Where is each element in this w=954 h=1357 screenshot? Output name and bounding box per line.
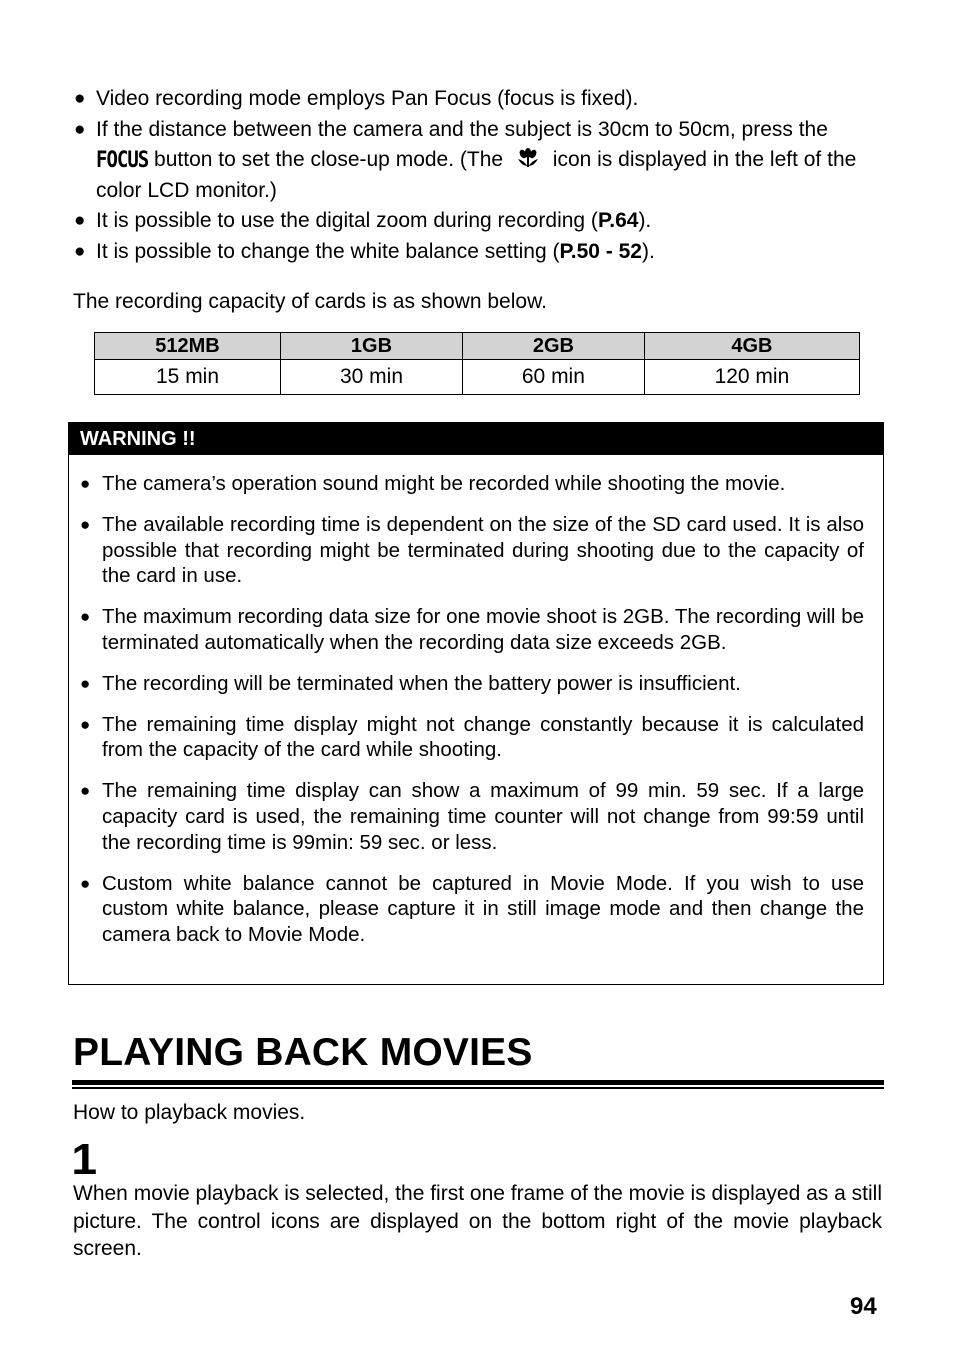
warning-item: ● The available recording time is dependent on the size of the SD card used. It is also possible that recording might be terminated during shooting due to the capacity of the card in use. (80, 512, 864, 588)
table-cell: 15 min (95, 360, 281, 395)
warning-box (68, 422, 884, 985)
page-number: 94 (850, 1293, 877, 1320)
title-rule (72, 1080, 884, 1085)
section-intro: How to playback movies. (73, 1101, 306, 1124)
warning-list (69, 455, 883, 948)
section-title: PLAYING BACK MOVIES (73, 1031, 533, 1074)
bullet-dot-icon: ● (80, 474, 91, 493)
warning-item: ● The recording will be terminated when the battery power is insufficient. (80, 671, 741, 695)
note-item: ● It is possible to use the digital zoom during recording (P.64). (74, 206, 884, 237)
table-header-row (95, 333, 860, 360)
bullet-dot-icon: ● (74, 88, 86, 109)
bullet-dot-icon: ● (80, 607, 91, 627)
table-header-cell: 4GB (644, 333, 859, 360)
warning-item: ● The camera’s operation sound might be recorded while shooting the movie. (80, 472, 786, 495)
table-header-cell: 512MB (95, 333, 281, 360)
focus-button-label: FOCUS (96, 147, 149, 173)
bullet-dot-icon: ● (80, 673, 91, 693)
warning-item: ● Custom white balance cannot be captured in Movie Mode. If you wish to use custom white balance, please capture it in still image mode and then change the camera back to Movie Mode. (80, 871, 864, 947)
table-row (95, 360, 860, 395)
recording-notes-list (74, 84, 884, 267)
page-reference: P.64 (597, 209, 639, 232)
table-header-cell: 1GB (281, 333, 463, 360)
warning-title: WARNING !! (69, 423, 883, 455)
capacity-intro: The recording capacity of cards is as shown below. (73, 290, 547, 313)
bullet-dot-icon: ● (80, 514, 91, 534)
bullet-dot-icon: ● (80, 873, 91, 893)
recording-capacity-table (94, 332, 860, 395)
title-rule (72, 1087, 884, 1089)
warning-item: ● The maximum recording data size for one movie shoot is 2GB. The recording will be terminated automatically when the recording data size exceeds 2GB. (80, 605, 864, 654)
table-cell: 60 min (462, 360, 644, 395)
note-item: ● If the distance between the camera and the subject is 30cm to 50cm, press the FOCUS button to set the close-up mode. (The icon is displayed in the left of the color LCD monitor.) (74, 115, 884, 207)
macro-flower-icon (515, 147, 541, 169)
bullet-dot-icon: ● (74, 118, 86, 140)
note-item: ● It is possible to change the white balance setting (P.50 - 52). (74, 237, 884, 268)
bullet-dot-icon: ● (80, 781, 91, 801)
note-item: ● Video recording mode employs Pan Focus (focus is fixed). (74, 84, 884, 115)
step-description: When movie playback is selected, the first one frame of the movie is displayed as a still picture. The control icons are displayed on the bottom right of the movie playback screen. (73, 1182, 882, 1260)
step-number: 1 (71, 1135, 98, 1184)
page-reference: P.50 - 52 (559, 239, 642, 263)
bullet-dot-icon: ● (74, 240, 86, 262)
warning-item: ● The remaining time display might not change constantly because it is calculated from the capacity of the card while shooting. (80, 712, 864, 762)
table-header-cell: 2GB (462, 333, 644, 360)
table-cell: 120 min (644, 360, 859, 395)
bullet-dot-icon: ● (74, 210, 86, 231)
warning-item: ● The remaining time display can show a maximum of 99 min. 59 sec. If a large capacity card is used, the remaining time counter will not change from 99:59 until the recording time is 99min: 59 sec. or less. (80, 779, 864, 854)
table-cell: 30 min (281, 360, 463, 395)
bullet-dot-icon: ● (80, 714, 91, 734)
